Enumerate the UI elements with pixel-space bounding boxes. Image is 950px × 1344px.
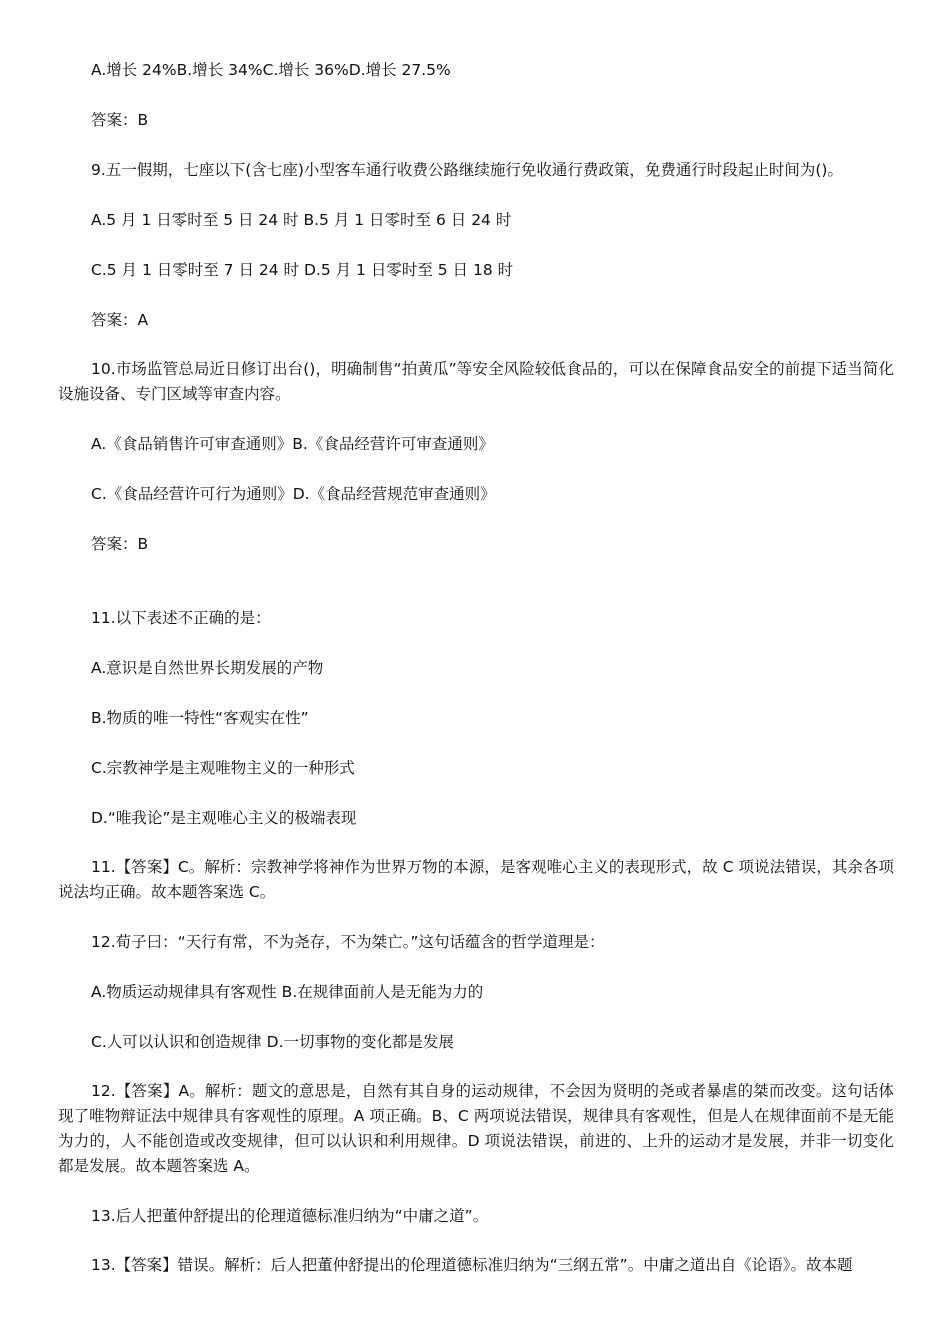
q11-question: 11.以下表述不正确的是：	[91, 609, 271, 627]
q11-option-d: D.“唯我论”是主观唯心主义的极端表现	[91, 809, 357, 827]
q10-question: 10.市场监管总局近日修订出台()，明确制售“拍黄瓜”等安全风险较低食品的，可以在保障食品安全的前提下适当简化设施设备、专门区域等审查内容。	[58, 360, 894, 403]
q11-option-c: C.宗教神学是主观唯物主义的一种形式	[91, 759, 355, 777]
q11-option-b: B.物质的唯一特性“客观实在性”	[91, 709, 309, 727]
q13-question: 13.后人把董仲舒提出的伦理道德标准归纳为“中庸之道”。	[91, 1207, 489, 1225]
q8-answer: 答案：B	[91, 111, 149, 129]
q11-option-a: A.意识是自然世界长期发展的产物	[91, 659, 324, 677]
q9-question: 9.五一假期，七座以下(含七座)小型客车通行收费公路继续施行免收通行费政策，免费通行时段起止时间为()。	[91, 161, 843, 179]
q11-explanation: 11.【答案】C。解析：宗教神学将神作为世界万物的本源，是客观唯心主义的表现形式，故 C 项说法错误，其余各项说法均正确。故本题答案选 C。	[58, 858, 894, 901]
q10-answer: 答案：B	[91, 535, 149, 553]
q8-options: A.增长 24%B.增长 34%C.增长 36%D.增长 27.5%	[91, 61, 451, 79]
q9-options-1: A.5 月 1 日零时至 5 日 24 时 B.5 月 1 日零时至 6 日 24 时	[91, 211, 512, 229]
q9-options-2: C.5 月 1 日零时至 7 日 24 时 D.5 月 1 日零时至 5 日 18 时	[91, 261, 514, 279]
q9-answer: 答案：A	[91, 311, 149, 329]
q10-options-1: A.《食品销售许可审查通则》B.《食品经营许可审查通则》	[91, 435, 494, 453]
q12-options-1: A.物质运动规律具有客观性 B.在规律面前人是无能为力的	[91, 983, 484, 1001]
q13-explanation: 13.【答案】错误。解析：后人把董仲舒提出的伦理道德标准归纳为“三纲五常”。中庸之道出自《论语》。故本题	[91, 1256, 853, 1274]
q12-explanation: 12.【答案】A。解析：题文的意思是，自然有其自身的运动规律，不会因为贤明的尧或者暴虐的桀而改变。这句话体现了唯物辩证法中规律具有客观性的原理。A 项正确。B、C 两项说法错误，规律具有客观性，但是人在规律面前不是无能为力的，人不能创造或改变规律，但可以认识和利用规律。D 项说法错误，前进的、上升的运动才是发展，并非一切变化都是发展。故本题答案选 A。	[58, 1082, 894, 1175]
q10-options-2: C.《食品经营许可行为通则》D.《食品经营规范审查通则》	[91, 485, 496, 503]
q12-options-2: C.人可以认识和创造规律 D.一切事物的变化都是发展	[91, 1033, 455, 1051]
q12-question: 12.荀子曰：“天行有常，不为尧存，不为桀亡。”这句话蕴含的哲学道理是：	[91, 933, 605, 951]
